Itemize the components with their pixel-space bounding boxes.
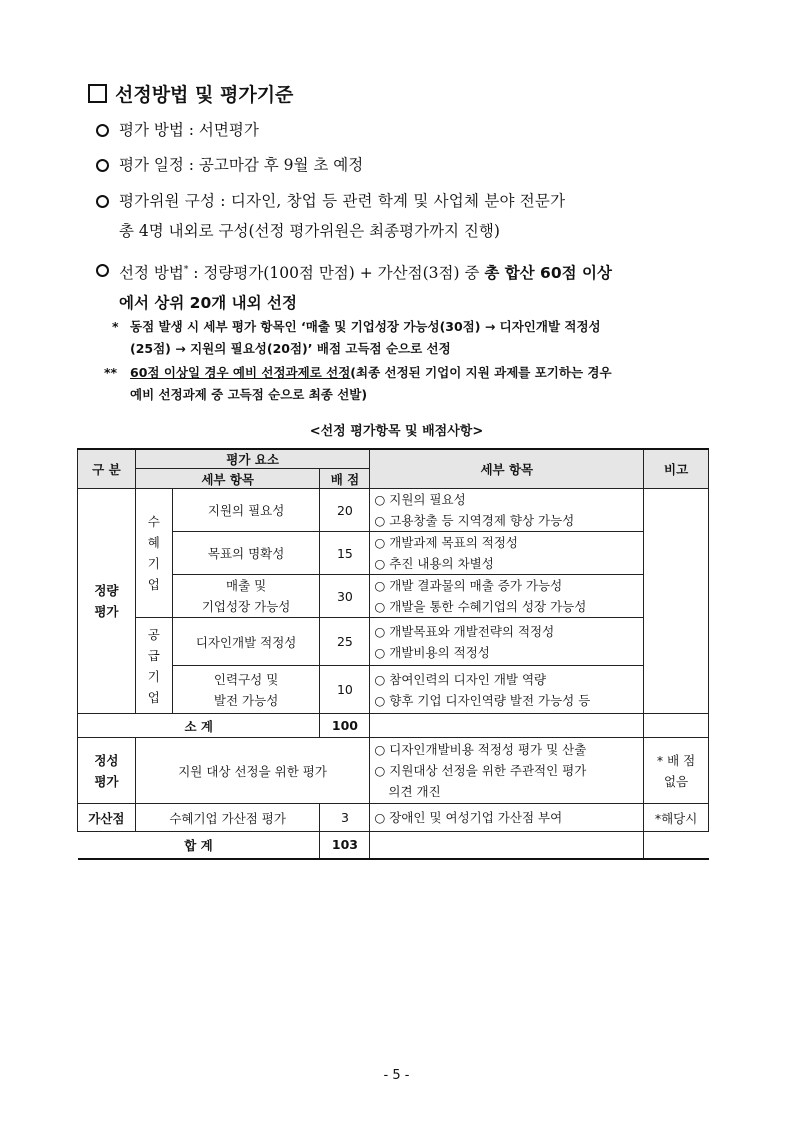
score-cell: 30 bbox=[320, 575, 370, 618]
sub-item-text: 지원의 필요성 bbox=[207, 503, 285, 518]
total-row bbox=[78, 832, 709, 859]
bonus-row bbox=[78, 804, 709, 832]
quant-label-line: 정량 bbox=[94, 583, 119, 598]
qual-label bbox=[78, 738, 136, 804]
quant-label bbox=[78, 489, 136, 714]
note-marker: * bbox=[112, 319, 119, 334]
header-score: 배 점 bbox=[320, 469, 370, 489]
bonus-score: 3 bbox=[320, 804, 370, 832]
footnote-marker: * bbox=[183, 265, 189, 275]
vertical-char: 수 bbox=[147, 514, 160, 529]
note-tiebreak bbox=[112, 316, 730, 360]
qual-row bbox=[78, 738, 709, 804]
checkbox-square-icon bbox=[88, 84, 107, 103]
sub-item-text: 인력구성 및 bbox=[213, 671, 279, 687]
vertical-char: 공 bbox=[147, 626, 160, 642]
vertical-char: 급 bbox=[147, 647, 160, 663]
qual-label-line: 평가 bbox=[94, 773, 119, 789]
note-line: (25점) → 지원의 필요성(20점)’ 배점 고득점 순으로 선정 bbox=[130, 341, 451, 356]
sub-item-cell bbox=[172, 532, 320, 575]
vertical-char: 업 bbox=[147, 689, 160, 705]
quant-label-line: 평가 bbox=[94, 604, 119, 619]
empty-cell bbox=[644, 714, 709, 738]
circle-bullet-icon bbox=[96, 195, 109, 208]
detail-cell bbox=[370, 532, 644, 575]
bullet-text-line: 총 4명 내외로 구성(선정 평가위원은 최종평가까지 진행) bbox=[119, 222, 500, 240]
table-caption: <선정 평가항목 및 배점사항> bbox=[309, 424, 484, 439]
detail-line: ○ 향후 기업 디자인역량 발전 가능성 등 bbox=[374, 692, 591, 708]
bullet-emphasis: 총 합산 60점 이상 bbox=[484, 264, 612, 283]
table-row bbox=[78, 532, 709, 575]
detail-cell bbox=[370, 575, 644, 618]
table-header-row bbox=[78, 449, 709, 469]
header-remark: 비고 bbox=[644, 449, 709, 489]
empty-cell bbox=[370, 714, 644, 738]
sub-item-cell bbox=[172, 666, 320, 714]
detail-line: ○ 장애인 및 여성기업 가산점 부여 bbox=[374, 810, 563, 825]
total-label: 합 계 bbox=[78, 832, 320, 859]
evaluation-table bbox=[77, 448, 709, 860]
circle-bullet-icon bbox=[96, 159, 109, 172]
bullet-emphasis: 에서 상위 20개 내외 선정 bbox=[119, 294, 297, 313]
detail-line: 의견 개진 bbox=[388, 784, 441, 799]
vertical-char: 기 bbox=[147, 556, 160, 571]
detail-cell bbox=[370, 618, 644, 666]
bullet-eval-method bbox=[96, 115, 709, 145]
sub-item-cell bbox=[172, 575, 320, 618]
score-cell: 25 bbox=[320, 618, 370, 666]
note-underlined: 60점 이상일 경우 예비 선정과제로 선정 bbox=[130, 365, 351, 380]
sub-item-text: 기업성장 가능성 bbox=[201, 599, 291, 614]
vertical-char: 혜 bbox=[147, 535, 160, 550]
sub-item-cell bbox=[172, 618, 320, 666]
bonus-label: 가산점 bbox=[78, 804, 136, 832]
detail-cell bbox=[370, 738, 644, 804]
detail-line: ○ 개발비용의 적정성 bbox=[374, 644, 490, 660]
detail-line: ○ 디자인개발비용 적정성 평가 및 산출 bbox=[374, 742, 587, 757]
detail-cell bbox=[370, 489, 644, 532]
sub-item-text: 발전 가능성 bbox=[213, 692, 279, 708]
vertical-char: 업 bbox=[147, 577, 160, 592]
empty-cell bbox=[644, 832, 709, 859]
sub-item-text: 디자인개발 적정성 bbox=[195, 634, 297, 650]
score-cell: 10 bbox=[320, 666, 370, 714]
remark-line: 없음 bbox=[664, 773, 689, 789]
bullet-text: : 정량평가(100점 만점) + 가산점(3점) 중 bbox=[188, 264, 485, 283]
header-detail: 세부 항목 bbox=[370, 449, 644, 489]
qual-item: 지원 대상 선정을 위한 평가 bbox=[135, 738, 370, 804]
detail-line: ○ 개발 결과물의 매출 증가 가능성 bbox=[374, 578, 563, 593]
remark-line: * 배 점 bbox=[656, 752, 696, 768]
bullet-selection-method bbox=[96, 255, 729, 318]
bullet-text: 선정 방법 bbox=[119, 264, 184, 283]
circle-bullet-icon bbox=[96, 124, 109, 137]
section-heading-text: 선정방법 및 평가기준 bbox=[115, 84, 294, 106]
sub-item-text: 목표의 명확성 bbox=[207, 546, 285, 561]
section-heading bbox=[88, 80, 293, 107]
note-reserve bbox=[104, 362, 730, 406]
detail-line: ○ 개발과제 목표의 적정성 bbox=[374, 535, 518, 550]
qual-label-line: 정성 bbox=[94, 752, 119, 768]
header-sub-item: 세부 항목 bbox=[135, 469, 320, 489]
bullet-text-line: 평가위원 구성 : 디자인, 창업 등 관련 학계 및 사업체 분야 전문가 bbox=[119, 192, 566, 210]
detail-line: ○ 추진 내용의 차별성 bbox=[374, 556, 494, 571]
beneficiary-label bbox=[135, 489, 172, 618]
bullet-text: 평가 일정 : 공고마감 후 9월 초 예정 bbox=[119, 156, 364, 174]
sub-item-cell bbox=[172, 489, 320, 532]
bullet-eval-schedule bbox=[96, 150, 709, 180]
page-number: - 5 - bbox=[383, 1068, 410, 1083]
remark-cell bbox=[644, 489, 709, 714]
header-eval-elements: 평가 요소 bbox=[135, 449, 370, 469]
bonus-remark: *해당시 bbox=[644, 804, 709, 832]
note-text: (최종 선정된 기업이 지원 과제를 포기하는 경우 bbox=[350, 365, 612, 380]
note-line: 예비 선정과제 중 고득점 순으로 최종 선발) bbox=[130, 387, 368, 402]
subtotal-row bbox=[78, 714, 709, 738]
empty-cell bbox=[370, 832, 644, 859]
note-marker: ** bbox=[104, 365, 118, 380]
detail-line: ○ 개발을 통한 수혜기업의 성장 가능성 bbox=[374, 599, 587, 614]
table-row bbox=[78, 666, 709, 714]
note-line: 동점 발생 시 세부 평가 항목인 ‘매출 및 기업성장 가능성(30점) → 디자인개발 적정성 bbox=[130, 319, 601, 334]
sub-item-text: 매출 및 bbox=[226, 578, 267, 593]
header-category: 구 분 bbox=[78, 449, 136, 489]
detail-cell bbox=[370, 804, 644, 832]
bonus-item: 수혜기업 가산점 평가 bbox=[135, 804, 320, 832]
total-score: 103 bbox=[320, 832, 370, 859]
table-row bbox=[78, 618, 709, 666]
subtotal-label: 소 계 bbox=[78, 714, 320, 738]
detail-line: ○ 참여인력의 디자인 개발 역량 bbox=[374, 671, 547, 687]
vertical-char: 기 bbox=[147, 668, 160, 684]
detail-line: ○ 개발목표와 개발전략의 적정성 bbox=[374, 623, 555, 639]
detail-line: ○ 지원의 필요성 bbox=[374, 492, 466, 507]
supplier-label bbox=[135, 618, 172, 714]
score-cell: 20 bbox=[320, 489, 370, 532]
circle-bullet-icon bbox=[96, 264, 109, 277]
detail-cell bbox=[370, 666, 644, 714]
detail-line: ○ 고용창출 등 지역경제 향상 가능성 bbox=[374, 513, 575, 528]
subtotal-score: 100 bbox=[320, 714, 370, 738]
table-row bbox=[78, 575, 709, 618]
table-row bbox=[78, 489, 709, 532]
detail-line: ○ 지원대상 선정을 위한 주관적인 평가 bbox=[374, 763, 587, 778]
bullet-text: 평가 방법 : 서면평가 bbox=[119, 121, 259, 139]
bullet-committee bbox=[96, 186, 719, 246]
score-cell: 15 bbox=[320, 532, 370, 575]
remark-cell bbox=[644, 738, 709, 804]
